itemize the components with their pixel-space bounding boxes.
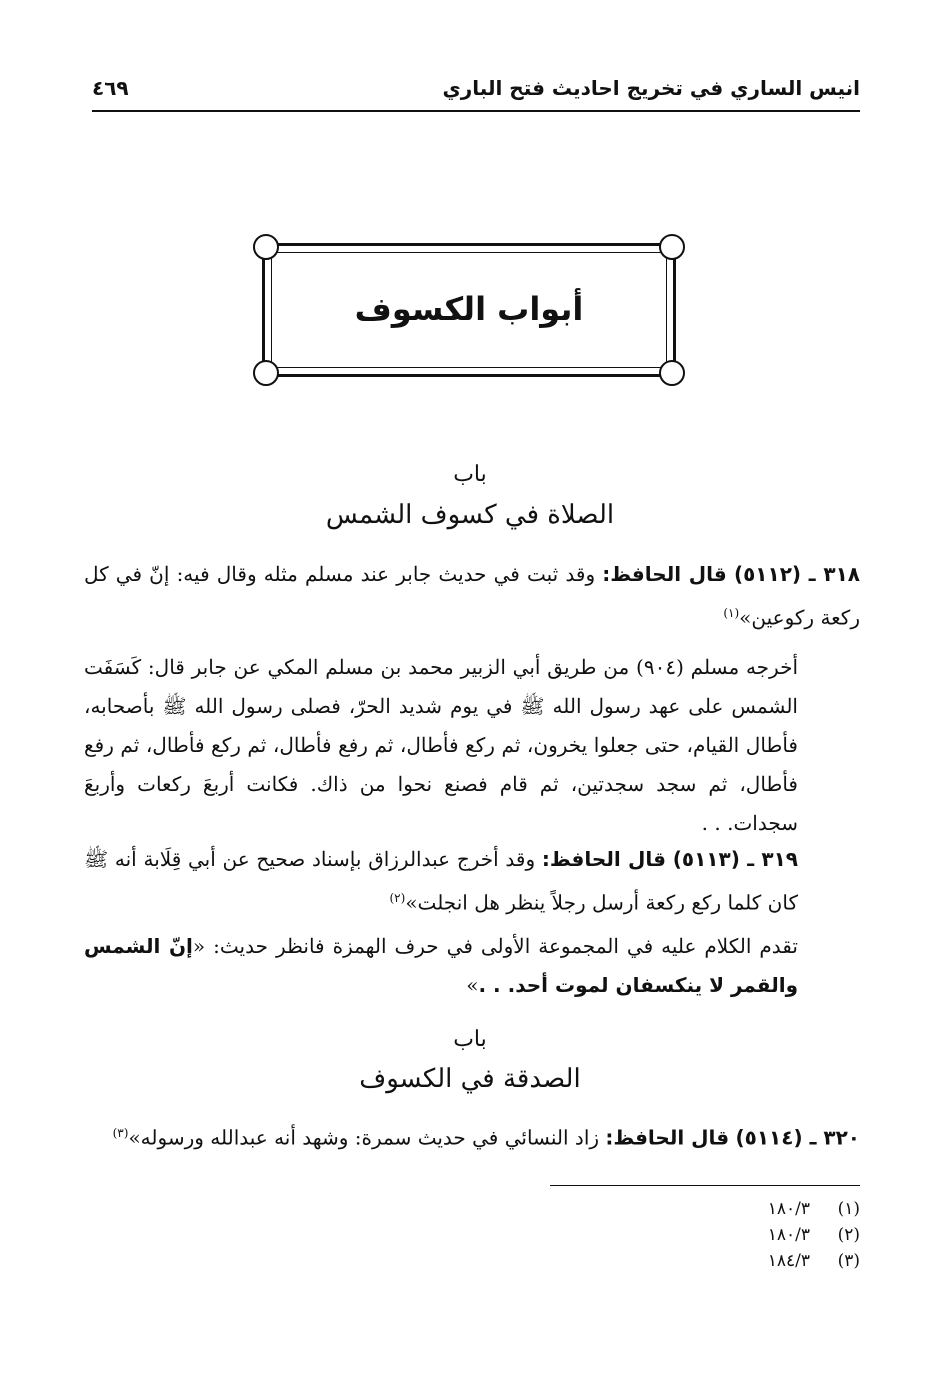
- frame-ornament: [253, 360, 279, 386]
- entry-text: زاد النسائي في حديث سمرة: وشهد أنه عبدالله ورسوله»: [128, 1125, 600, 1150]
- takhrij-318: أخرجه مسلم (٩٠٤) من طريق أبي الزبير محمد بن مسلم المكي عن جابر قال: كَسَفَت الشمس على عهد رسول الله ﷺ في يوم شديد الحرّ، فصلى رسول الله ﷺ بأصحابه، فأطال القيام، حتى جعلوا يخرون، ثم ركع فأطال، ثم رفع فأطال، ثم ركع فأطال، ثم رفع فأطال، ثم سجد سجدتين، ثم قام فصنع نحوا من ذاك. فكانت أربعَ ركعات وأربعَ سجدات. . .: [84, 655, 798, 835]
- entry-number: ٣٢٠ ـ (٥١١٤): [735, 1125, 860, 1150]
- entry-text: وقد ثبت في حديث جابر عند مسلم مثله وقال فيه: إنّ في كل ركعة ركوعين»: [84, 562, 860, 630]
- entry-text: وقد أخرج عبدالرزاق بإسناد صحيح عن أبي قِلَابة أنه ﷺ كان كلما ركع ركعة أرسل رجلاً ينظر هل انجلت»: [84, 847, 798, 915]
- note-hadith: إنّ الشمس والقمر لا ينكسفان لموت أحد. . .: [84, 934, 798, 997]
- section-label: باب: [453, 462, 487, 487]
- footnote-divider: [550, 1185, 860, 1186]
- frame-ornament: [253, 234, 279, 260]
- entry-number: ٣١٨ ـ (٥١١٢): [733, 562, 861, 586]
- footnote-ref: (٣): [112, 1126, 129, 1140]
- footnotes: [660, 1196, 860, 1274]
- note-text: تقدم الكلام عليه في المجموعة الأولى في حرف الهمزة فانظر حديث: «: [192, 934, 798, 958]
- footnote: [660, 1248, 860, 1274]
- footnote-ref-text: ١٨٤/٣: [767, 1251, 810, 1271]
- footnote-mark: (٣): [837, 1251, 860, 1271]
- entry-label: قال الحافظ:: [602, 562, 727, 586]
- frame-ornament: [659, 360, 685, 386]
- entry-number: ٣١٩ ـ (٥١١٣): [672, 847, 799, 871]
- entry-319: [84, 840, 860, 923]
- section-label: باب: [453, 1027, 487, 1052]
- section-title: الصلاة في كسوف الشمس: [325, 500, 615, 530]
- footnote-ref: (١): [723, 606, 740, 620]
- footnote-ref-text: ١٨٠/٣: [767, 1199, 810, 1219]
- running-title: انيس الساري في تخريج احاديث فتح الباري: [442, 76, 860, 100]
- entry-318: [84, 555, 860, 638]
- page-number: ٤٦٩: [92, 76, 129, 100]
- note-close: »: [466, 973, 479, 997]
- section-title: الصدقة في الكسوف: [359, 1064, 581, 1094]
- footnote: [660, 1222, 860, 1248]
- frame-ornament: [659, 234, 685, 260]
- entry-label: قال الحافظ:: [605, 1125, 730, 1150]
- entry-320: [84, 1114, 860, 1158]
- entry-label: قال الحافظ:: [541, 847, 666, 871]
- page-header: [92, 70, 860, 112]
- footnote: [660, 1196, 860, 1222]
- footnote-ref-text: ١٨٠/٣: [767, 1225, 810, 1245]
- chapter-title: أبواب الكسوف: [354, 290, 584, 328]
- chapter-title-frame: [262, 243, 676, 377]
- footnote-ref: (٢): [389, 891, 406, 905]
- footnote-mark: (١): [837, 1199, 860, 1219]
- note-319: [84, 927, 860, 1005]
- footnote-mark: (٢): [837, 1225, 860, 1245]
